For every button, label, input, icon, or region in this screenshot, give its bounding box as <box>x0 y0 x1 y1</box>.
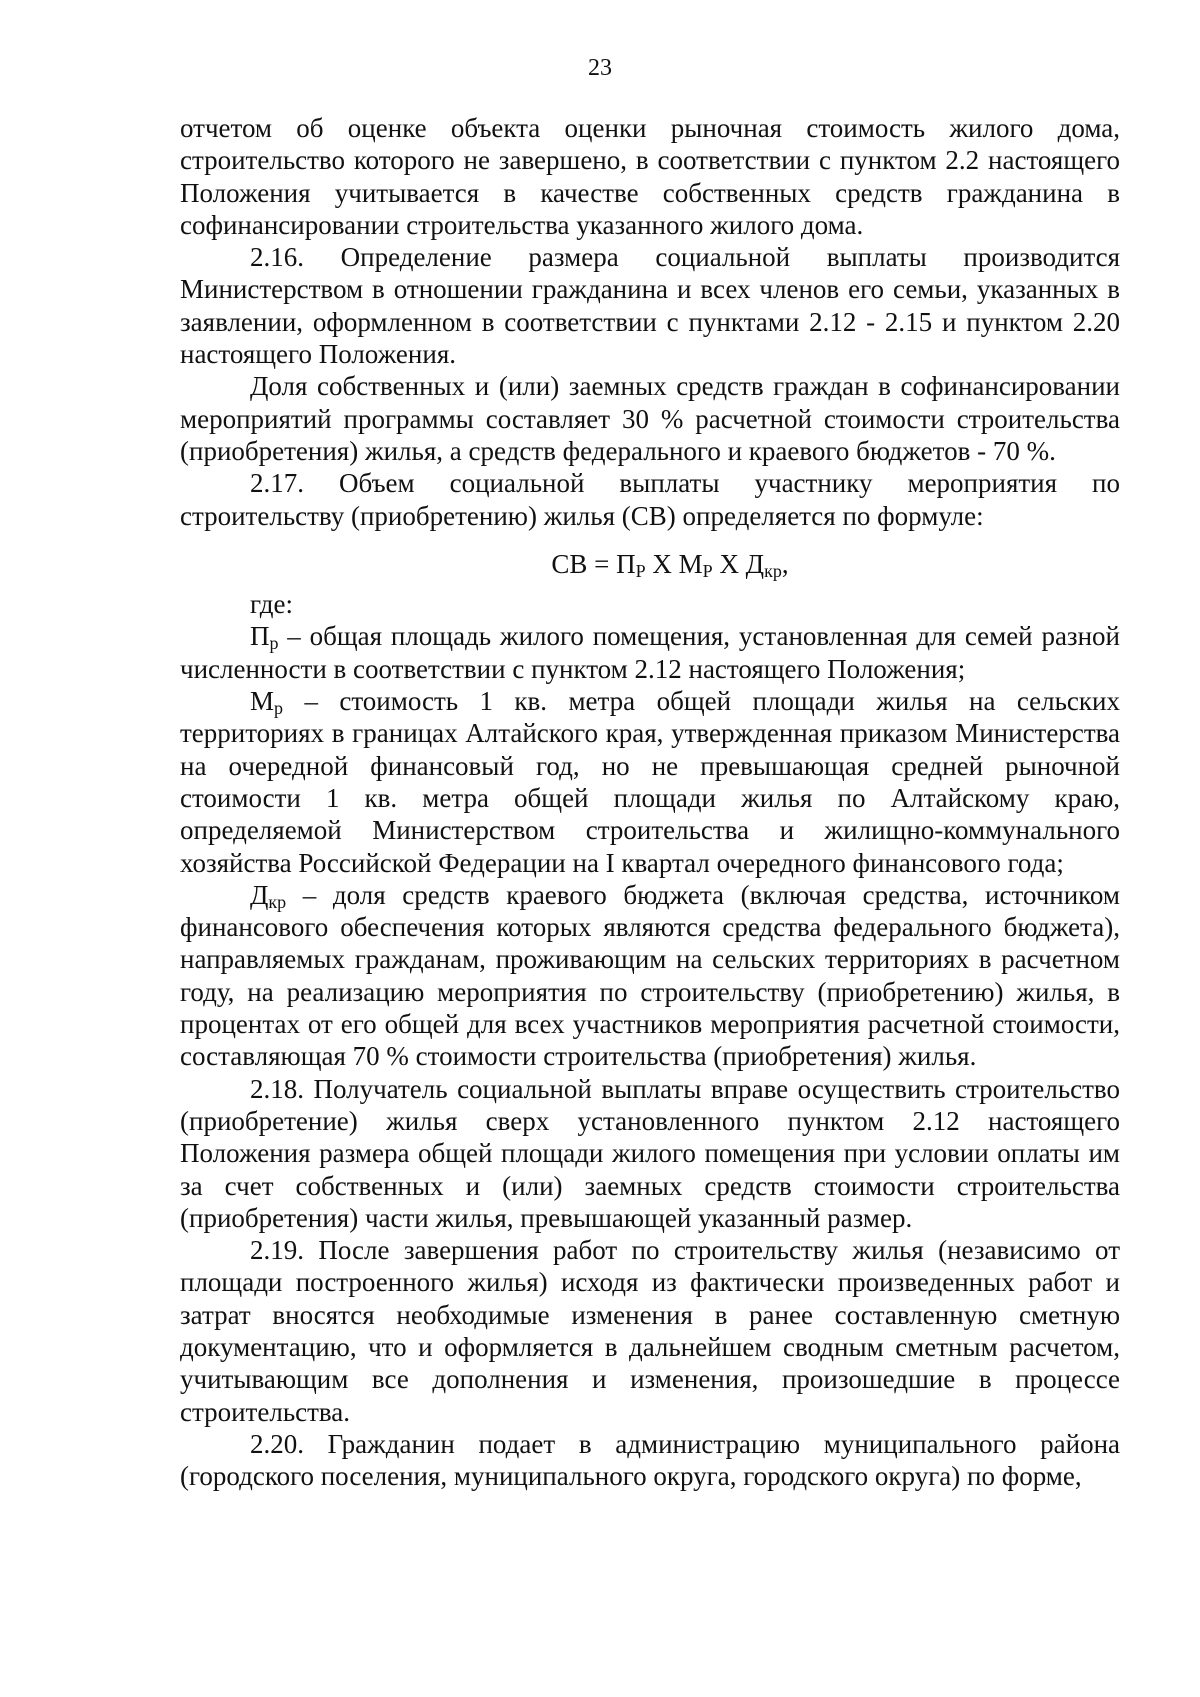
where-label: где: <box>250 589 293 620</box>
paragraph-2-18: 2.18. Получатель социальной выплаты вправе осуществить строительство (приобретение) жилья сверх установленного пунктом 2.12 настоящего Положения размера общей площади жилого помещения при условии оплаты им за счет собственных и (или) заемных средств стоимости строительства (приобретения) части жилья, превышающей указанный размер. <box>180 1073 1120 1233</box>
paragraph-2-19: 2.19. После завершения работ по строительству жилья (независимо от площади построенного жилья) исходя из фактически произведенных работ и затрат вносятся необходимые изменения в ранее составленную сметную документацию, что и оформляется в дальнейшем сводным сметным расчетом, учитывающим все дополнения и изменения, произошедшие в процессе строительства. <box>180 1235 1120 1427</box>
formula-part-2: Х М <box>645 548 703 579</box>
paragraph-continuation: отчетом об оценке объекта оценки рыночная стоимость жилого дома, строительство которого не завершено, в соответствии с пунктом 2.2 настоящего Положения учитывается в качестве собственных средств гражданина в софинансировании строительства указанного жилого дома. <box>180 113 1120 240</box>
paragraph-2-20: 2.20. Гражданин подает в администрацию муниципального района (городского поселения, муниципального округа, городского округа) по форме, <box>180 1428 1120 1492</box>
paragraph-share: Доля собственных и (или) заемных средств граждан в софинансировании мероприятий программы составляет 30 % расчетной стоимости строительства (приобретения) жилья, а средств федерального и краевого бюджетов - 70 %. <box>180 371 1120 466</box>
formula-sub-3: кр <box>764 560 782 581</box>
definition-dkr <box>180 879 1120 1073</box>
definition-pr-sub: р <box>269 633 279 654</box>
formula-part-3: Х Д <box>712 548 765 579</box>
definition-pr-symbol: П <box>250 621 270 652</box>
document-body <box>180 112 1120 1492</box>
paragraph-2-16: 2.16. Определение размера социальной выплаты производится Министерством в отношении гражданина и всех членов его семьи, указанных в заявлении, оформленном в соответствии с пунктами 2.12 - 2.15 и пунктом 2.20 настоящего Положения. <box>180 242 1120 370</box>
formula-part-4: , <box>781 548 789 579</box>
formula-sub-2: Р <box>702 560 713 581</box>
definition-mr-symbol: М <box>250 686 275 717</box>
definition-mr-text: – стоимость 1 кв. метра общей площади жилья на сельских территориях в границах Алтайского края, утвержденная приказом Министерства на очередной финансовый год, но не превышающая средней рыночной стоимости 1 кв. метра общей площади жилья по Алтайскому краю, определяемой Министерством строительства и жилищно-коммунального хозяйства Российской Федерации на I квартал очередного финансового года; <box>180 686 1120 878</box>
definition-dkr-sub: кр <box>268 891 287 912</box>
definition-pr <box>180 620 1120 685</box>
formula-sub-1: Р <box>635 560 646 581</box>
definition-mr <box>180 685 1120 879</box>
definition-dkr-text: – доля средств краевого бюджета (включая средства, источником финансового обеспечения которых являются средства федерального бюджета), направляемых гражданам, проживающим на сельских территориях в расчетном году, на реализацию мероприятия по строительству (приобретению) жилья, в процентах от его общей для всех участников мероприятия расчетной стоимости, составляющая 70 % стоимости строительства (приобретения) жилья. <box>180 879 1120 1072</box>
formula-part-1: СВ = П <box>551 548 636 579</box>
paragraph-2-17: 2.17. Объем социальной выплаты участнику мероприятия по строительству (приобретению) жилья (СВ) определяется по формуле: <box>180 468 1120 531</box>
page-number: 23 <box>588 55 612 81</box>
definition-dkr-symbol: Д <box>250 879 269 910</box>
formula <box>180 548 1120 580</box>
definition-mr-sub: р <box>274 698 284 719</box>
definition-pr-text: – общая площадь жилого помещения, установленная для семей разной численности в соответствии с пунктом 2.12 настоящего Положения; <box>180 621 1120 684</box>
